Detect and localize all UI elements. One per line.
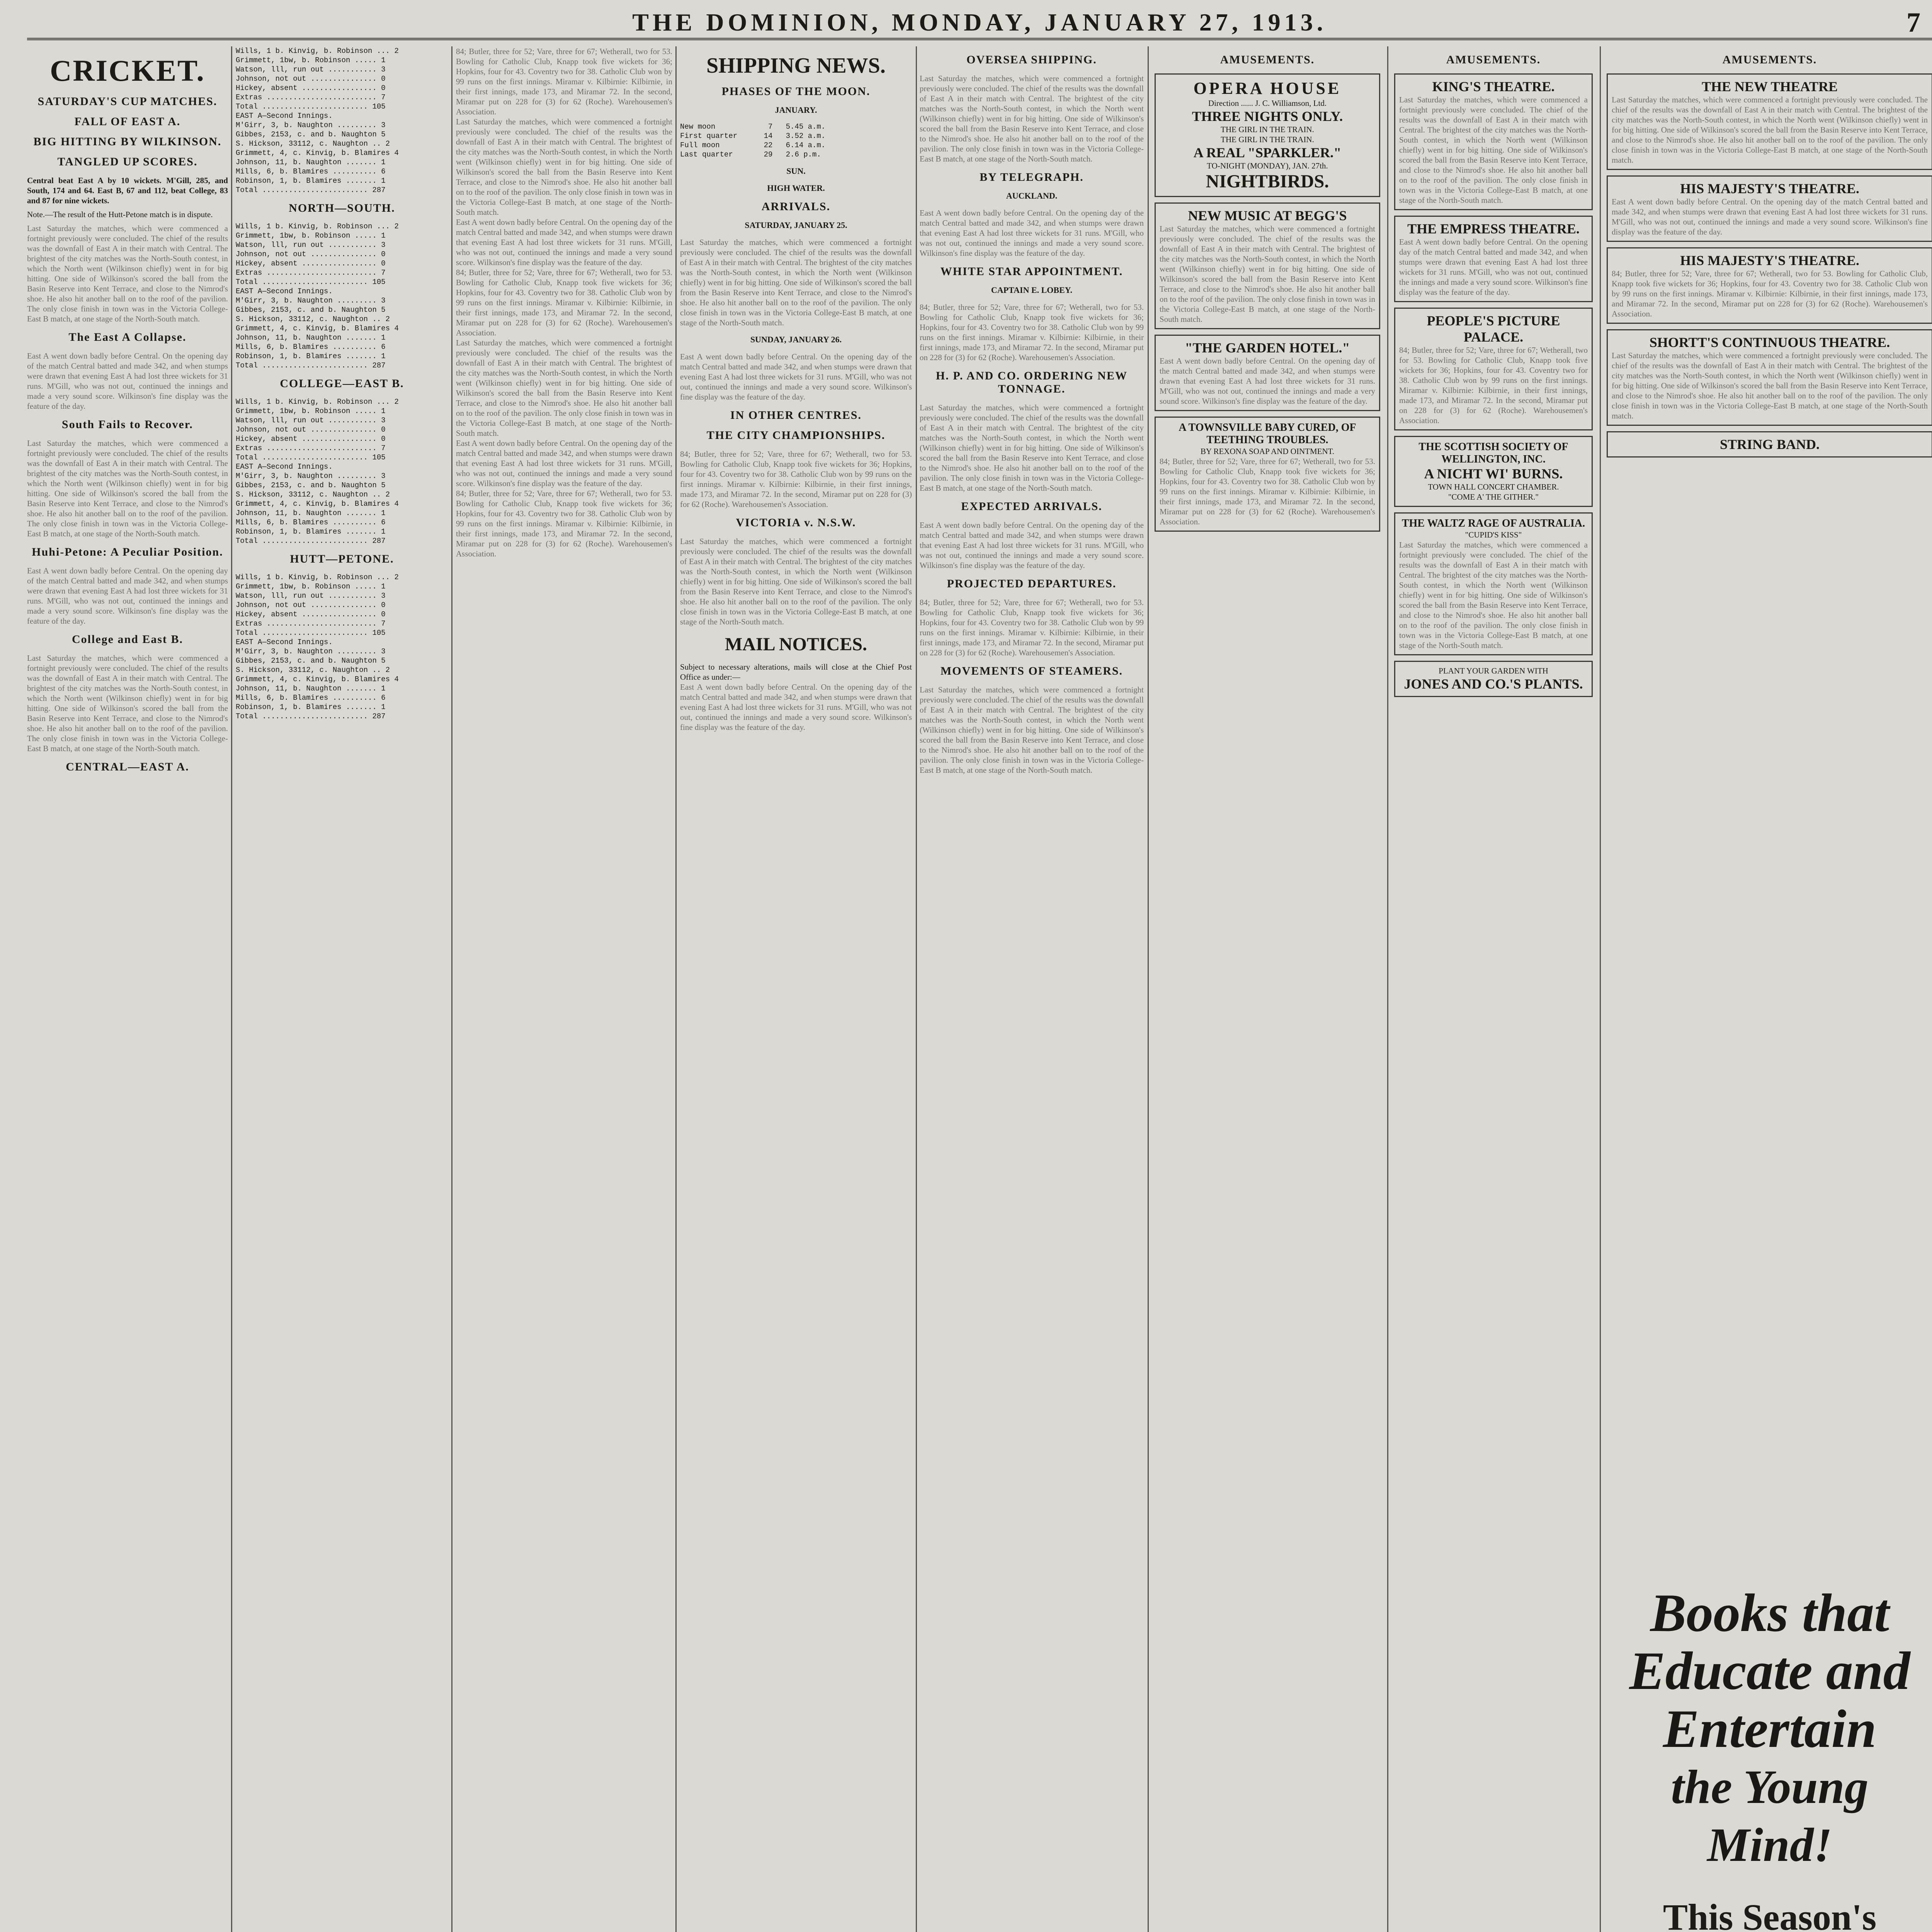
shipping-headline: SHIPPING NEWS.	[706, 54, 886, 78]
victoria-body: Last Saturday the matches, which were commenced a fortnight previously were concluded. The chief of the results was the downfall of East A in their match with Central. The brightest of the city matches was the North-South contest, in which the North went (Wilkinson chiefly) went in for big hitting. One side of Wilkinson's scored the ball from the Basin Reserve into Kent Terrace, and close to the Nimrod's shoe. He also hit another ball on to the roof of the pavilion. The only close finish in town was in the Victoria College-East B match, at one stage of the North-South match.	[680, 537, 912, 626]
score-line: Extras ......................... 7	[236, 269, 386, 277]
score-line: Gibbes, 2153, c. and b. Naughton 5	[236, 130, 386, 139]
cricket-continued: East A went down badly before Central. On the opening day of the match Central batted and made 342, and when stumps were drawn that evening East A had lost three wickets for 31 runs. M'Gill, who was not out, continued the innings and made a very sound score. Wilkinson's fine display was the feature of the day.	[456, 439, 672, 488]
score-line: Grimmett, 4, c. Kinvig, b. Blamires 4	[236, 149, 399, 157]
score-line: Watson, lll, run out ........... 3	[236, 65, 386, 74]
cricket-body: Last Saturday the matches, which were commenced a fortnight previously were concluded. The chief of the results was the downfall of East A in their match with Central. The brightest of the city matches was the North-South contest, in which the North went (Wilkinson chiefly) went in for big hitting. One side of Wilkinson's scored the ball from the Basin Reserve into Kent Terrace, and close to the Nimrod's shoe. He also hit another ball on to the roof of the pavilion. The only close finish in town was in the Victoria College-East B match, at one stage of the North-South match.	[27, 653, 228, 753]
amusements-heading: AMUSEMENTS.	[1446, 53, 1541, 66]
oversea-body: 84; Butler, three for 52; Vare, three for 67; Wetherall, two for 53. Bowling for Catholic Club, Knapp took five wickets for 36; Hopkins, four for 43. Coventry two for 38. Catholic Club won by 99 runs on the first innings. Miramar v. Kilbirnie: Kilbirnie, in their first innings, made 173, and Miramar 72. In the second, Miramar put on 228 for (3) for 62 (Roche). Warehousemen's Association.	[920, 303, 1144, 362]
score-line: Robinson, 1, b. Blamires ....... 1	[236, 352, 386, 361]
column-rule	[1600, 46, 1601, 1932]
score-line: Johnson, 11, b. Naughton ....... 1	[236, 509, 386, 517]
score-line: Johnson, 11, b. Naughton ....... 1	[236, 158, 386, 167]
new-theatre-body: Last Saturday the matches, which were commenced a fortnight previously were concluded. The chief of the results was the downfall of East A in their match with Central. The brightest of the city matches was the North-South contest, in which the North went (Wilkinson chiefly) went in for big hitting. One side of Wilkinson's scored the ball from the Basin Reserve into Kent Terrace, and close to the Nimrod's shoe. He also hit another ball on to the roof of the pavilion. The only close finish in town was in the Victoria College-East B match, at one stage of the North-South match.	[1612, 95, 1928, 165]
score-line: Hickey, absent ................. 0	[236, 84, 386, 92]
cricket-note: Note.—The result of the Hutt-Petone match is in dispute.	[27, 210, 213, 219]
cricket-continued: 84; Butler, three for 52; Vare, three for 67; Wetherall, two for 53. Bowling for Catholic Club, Knapp took five wickets for 36; Hopkins, four for 43. Coventry two for 38. Catholic Club won by 99 runs on the first innings. Miramar v. Kilbirnie: Kilbirnie, in their first innings, made 173, and Miramar 72. In the second, Miramar put on 228 for (3) for 62 (Roche). Warehousemen's Association.	[456, 268, 672, 337]
cricket-subhead: BIG HITTING BY WILKINSON.	[33, 135, 222, 148]
score-line: Total ........................ 105	[236, 629, 386, 637]
scores-list	[236, 222, 448, 370]
come-all: "COME A' THE GITHER."	[1448, 492, 1539, 502]
waltz-ad	[1394, 512, 1593, 655]
score-line: EAST A—Second Innings.	[236, 463, 333, 471]
score-line: Hickey, absent ................. 0	[236, 610, 386, 619]
score-line: Gibbes, 2153, c. and b. Naughton 5	[236, 481, 386, 490]
promo-title-line: Books that	[1650, 1583, 1889, 1643]
score-line: Watson, lll, run out ........... 3	[236, 592, 386, 600]
amusements-heading: AMUSEMENTS.	[1722, 53, 1817, 66]
score-line: Total ........................ 287	[236, 537, 386, 545]
begg-ad	[1155, 202, 1380, 329]
cricket-subhead: College and East B.	[71, 633, 184, 646]
empress-body: East A went down badly before Central. On the opening day of the match Central batted and made 342, and when stumps were drawn that evening East A had lost three wickets for 31 runs. M'Gill, who was not out, continued the innings and made a very sound score. Wilkinson's fine display was the feature of the day.	[1399, 237, 1588, 297]
masthead	[27, 7, 1932, 40]
score-line: EAST A—Second Innings.	[236, 287, 333, 296]
column-scores	[236, 46, 448, 1932]
plant-line: PLANT YOUR GARDEN WITH	[1439, 666, 1548, 675]
scores-list	[236, 46, 448, 195]
garden-body: East A went down badly before Central. On the opening day of the match Central batted and made 342, and when stumps were drawn that evening East A had lost three wickets for 31 runs. M'Gill, who was not out, continued the innings and made a very sound score. Wilkinson's fine display was the feature of the day.	[1160, 356, 1375, 406]
moon-heading: PHASES OF THE MOON.	[721, 85, 871, 98]
cricket-body: Last Saturday the matches, which were commenced a fortnight previously were concluded. The chief of the results was the downfall of East A in their match with Central. The brightest of the city matches was the North-South contest, in which the North went (Wilkinson chiefly) went in for big hitting. One side of Wilkinson's scored the ball from the Basin Reserve into Kent Terrace, and close to the Nimrod's shoe. He also hit another ball on to the roof of the pavilion. The only close finish in town was in the Victoria College-East B match, at one stage of the North-South match.	[27, 224, 228, 323]
opera-three-nights: THREE NIGHTS ONLY.	[1192, 109, 1343, 124]
score-line: Gibbes, 2153, c. and b. Naughton 5	[236, 306, 386, 314]
shortts-body: Last Saturday the matches, which were commenced a fortnight previously were concluded. The chief of the results was the downfall of East A in their match with Central. The brightest of the city matches was the North-South contest, in which the North went (Wilkinson chiefly) went in for big hitting. One side of Wilkinson's scored the ball from the Basin Reserve into Kent Terrace, and close to the Nimrod's shoe. He also hit another ball on to the roof of the pavilion. The only close finish in town was in the Victoria College-East B match, at one stage of the North-South match.	[1612, 351, 1928, 420]
column-rule	[675, 46, 677, 1932]
score-line: Robinson, 1, b. Blamires ....... 1	[236, 527, 386, 536]
score-line: Extras ......................... 7	[236, 93, 386, 102]
moon-row: Full moon 22 6.14 a.m.	[680, 141, 826, 150]
score-line: Johnson, not out ............... 0	[236, 425, 386, 434]
burns-title: A NICHT WI' BURNS.	[1424, 466, 1563, 481]
score-line: Johnson, not out ............... 0	[236, 601, 386, 609]
score-line: Johnson, 11, b. Naughton ....... 1	[236, 684, 386, 693]
score-line: Mills, 6, b. Blamires .......... 6	[236, 167, 386, 176]
score-line: S. Hickson, 33112, c. Naughton .. 2	[236, 315, 390, 323]
cricket-subhead: TANGLED UP SCORES.	[57, 155, 198, 168]
new-theatre-title: THE NEW THEATRE	[1701, 79, 1838, 94]
opera-house-ad	[1155, 73, 1380, 197]
oversea-body: Last Saturday the matches, which were commenced a fortnight previously were concluded. The chief of the results was the downfall of East A in their match with Central. The brightest of the city matches was the North-South contest, in which the North went (Wilkinson chiefly) went in for big hitting. One side of Wilkinson's scored the ball from the Basin Reserve into Kent Terrace, and close to the Nimrod's shoe. He also hit another ball on to the roof of the pavilion. The only close finish in town was in the Victoria College-East B match, at one stage of the North-South match.	[920, 685, 1144, 775]
opera-girl: THE GIRL IN THE TRAIN.	[1221, 135, 1314, 144]
high-water-heading: HIGH WATER.	[767, 183, 825, 193]
kings-title: KING'S THEATRE.	[1432, 79, 1555, 94]
masthead-title: THE DOMINION, MONDAY, JANUARY 27, 1913.	[632, 9, 1327, 36]
empress-title: THE EMPRESS THEATRE.	[1407, 221, 1580, 236]
expected-heading: EXPECTED ARRIVALS.	[961, 500, 1102, 513]
shortts-title: SHORTT'S CONTINUOUS THEATRE.	[1649, 335, 1890, 350]
oversea-heading: OVERSEA SHIPPING.	[966, 53, 1097, 66]
arrivals-heading: ARRIVALS.	[761, 200, 831, 213]
his-majesty-title: HIS MAJESTY'S THEATRE.	[1680, 181, 1859, 196]
scores-heading: HUTT—PETONE.	[290, 553, 394, 565]
score-line: Grimmett, 1bw, b. Robinson ..... 1	[236, 582, 386, 591]
score-line: Johnson, 11, b. Naughton ....... 1	[236, 333, 386, 342]
score-line: Hickey, absent ................. 0	[236, 259, 386, 268]
waltz-body: Last Saturday the matches, which were commenced a fortnight previously were concluded. The chief of the results was the downfall of East A in their match with Central. The brightest of the city matches was the North-South contest, in which the North went (Wilkinson chiefly) went in for big hitting. One side of Wilkinson's scored the ball from the Basin Reserve into Kent Terrace, and close to the Nimrod's shoe. He also hit another ball on to the roof of the pavilion. The only close finish in town was in the Victoria College-East B match, at one stage of the North-South match.	[1399, 540, 1588, 650]
column-amusements-2	[1391, 46, 1596, 1932]
moon-row: New moon 7 5.45 a.m.	[680, 122, 826, 131]
his-majesty-title: HIS MAJESTY'S THEATRE.	[1680, 253, 1859, 268]
moon-month: JANUARY.	[775, 105, 817, 115]
score-line: Grimmett, 1bw, b. Robinson ..... 1	[236, 407, 386, 415]
score-line: Johnson, not out ............... 0	[236, 75, 386, 83]
score-line: Mills, 6, b. Blamires .......... 6	[236, 694, 386, 702]
arrivals-body: Last Saturday the matches, which were commenced a fortnight previously were concluded. The chief of the results was the downfall of East A in their match with Central. The brightest of the city matches was the North-South contest, in which the North went (Wilkinson chiefly) went in for big hitting. One side of Wilkinson's scored the ball from the Basin Reserve into Kent Terrace, and close to the Nimrod's shoe. He also hit another ball on to the roof of the pavilion. The only close finish in town was in the Victoria College-East B match, at one stage of the North-South match.	[680, 238, 912, 327]
score-line: Watson, lll, run out ........... 3	[236, 416, 386, 425]
moon-table	[680, 122, 912, 159]
column-rule	[1387, 46, 1388, 1932]
kings-ad	[1394, 73, 1593, 210]
score-line: Watson, lll, run out ........... 3	[236, 241, 386, 249]
rexona-body: 84; Butler, three for 52; Vare, three for 67; Wetherall, two for 53. Bowling for Catholic Club, Knapp took five wickets for 36; Hopkins, four for 43. Coventry two for 38. Catholic Club won by 99 runs on the first innings. Miramar v. Kilbirnie: Kilbirnie, in their first innings, made 173, and Miramar 72. In the second, Miramar put on 228 for (3) for 62 (Roche). Warehousemen's Association.	[1160, 457, 1375, 526]
column-amusements-1	[1151, 46, 1383, 1932]
cricket-continued: 84; Butler, three for 52; Vare, three for 67; Wetherall, two for 53. Bowling for Catholic Club, Knapp took five wickets for 36; Hopkins, four for 43. Coventry two for 38. Catholic Club won by 99 runs on the first innings. Miramar v. Kilbirnie: Kilbirnie, in their first innings, made 173, and Miramar 72. In the second, Miramar put on 228 for (3) for 62 (Roche). Warehousemen's Association.	[456, 47, 672, 116]
score-line: Grimmett, 1bw, b. Robinson ..... 1	[236, 56, 386, 65]
scottish-ad	[1394, 436, 1593, 507]
score-line: Robinson, 1, b. Blamires ....... 1	[236, 177, 386, 185]
city-champ-body: 84; Butler, three for 52; Vare, three for 67; Wetherall, two for 53. Bowling for Catholic Club, Knapp took five wickets for 36; Hopkins, four for 43. Coventry two for 38. Catholic Club won by 99 runs on the first innings. Miramar v. Kilbirnie: Kilbirnie, in their first innings, made 173, and Miramar 72. In the second, Miramar put on 228 for (3) for 62 (Roche). Warehousemen's Association.	[680, 449, 912, 509]
city-champ-heading: THE CITY CHAMPIONSHIPS.	[706, 429, 886, 442]
score-line: S. Hickson, 33112, c. Naughton .. 2	[236, 490, 390, 499]
score-line: Total ........................ 287	[236, 186, 386, 194]
score-line: Wills, 1 b. Kinvig, b. Robinson ... 2	[236, 573, 399, 582]
peoples-title: PEOPLE'S PICTURE PALACE.	[1427, 313, 1560, 345]
cricket-continued: Last Saturday the matches, which were commenced a fortnight previously were concluded. The chief of the results was the downfall of East A in their match with Central. The brightest of the city matches was the North-South contest, in which the North went (Wilkinson chiefly) went in for big hitting. One side of Wilkinson's scored the ball from the Basin Reserve into Kent Terrace, and close to the Nimrod's shoe. He also hit another ball on to the roof of the pavilion. The only close finish in town was in the Victoria College-East B match, at one stage of the North-South match.	[456, 117, 672, 217]
score-line: Grimmett, 4, c. Kinvig, b. Blamires 4	[236, 324, 399, 333]
score-line: S. Hickson, 33112, c. Naughton .. 2	[236, 666, 390, 674]
his-majesty-body: 84; Butler, three for 52; Vare, three for 67; Wetherall, two for 53. Bowling for Catholic Club, Knapp took five wickets for 36; Hopkins, four for 43. Coventry two for 38. Catholic Club won by 99 runs on the first innings. Miramar v. Kilbirnie: Kilbirnie, in their first innings, made 173, and Miramar 72. In the second, Miramar put on 228 for (3) for 62 (Roche). Warehousemen's Association.	[1612, 269, 1928, 318]
scores-list	[236, 397, 448, 546]
reward-title-line: This Season's	[1663, 1896, 1877, 1932]
oversea-body: East A went down badly before Central. On the opening day of the match Central batted and made 342, and when stumps were drawn that evening East A had lost three wickets for 31 runs. M'Gill, who was not out, continued the innings and made a very sound score. Wilkinson's fine display was the feature of the day.	[920, 520, 1144, 570]
cricket-continued: East A went down badly before Central. On the opening day of the match Central batted and made 342, and when stumps were drawn that evening East A had lost three wickets for 31 runs. M'Gill, who was not out, continued the innings and made a very sound score. Wilkinson's fine display was the feature of the day.	[456, 218, 672, 267]
score-line: Wills, 1 b. Kinvig, b. Robinson ... 2	[236, 222, 399, 231]
string-band-title: STRING BAND.	[1719, 437, 1820, 452]
score-line: EAST A—Second Innings.	[236, 638, 333, 646]
cricket-continued: 84; Butler, three for 52; Vare, three for 67; Wetherall, two for 53. Bowling for Catholic Club, Knapp took five wickets for 36; Hopkins, four for 43. Coventry two for 38. Catholic Club won by 99 runs on the first innings. Miramar v. Kilbirnie: Kilbirnie, in their first innings, made 173, and Miramar 72. In the second, Miramar put on 228 for (3) for 62 (Roche). Warehousemen's Association.	[456, 489, 672, 558]
oversea-body: 84; Butler, three for 52; Vare, three for 67; Wetherall, two for 53. Bowling for Catholic Club, Knapp took five wickets for 36; Hopkins, four for 43. Coventry two for 38. Catholic Club won by 99 runs on the first innings. Miramar v. Kilbirnie: Kilbirnie, in their first innings, made 173, and Miramar 72. In the second, Miramar put on 228 for (3) for 62 (Roche). Warehousemen's Association.	[920, 598, 1144, 657]
peoples-body: 84; Butler, three for 52; Vare, three for 67; Wetherall, two for 53. Bowling for Catholic Club, Knapp took five wickets for 36; Hopkins, four for 43. Coventry two for 38. Catholic Club won by 99 runs on the first innings. Miramar v. Kilbirnie: Kilbirnie, in their first innings, made 173, and Miramar 72. In the second, Miramar put on 228 for (3) for 62 (Roche). Warehousemen's Association.	[1399, 345, 1588, 425]
cricket-subhead: The East A Collapse.	[68, 331, 187, 344]
telegraph-heading: BY TELEGRAPH.	[980, 171, 1084, 184]
mail-heading: MAIL NOTICES.	[724, 634, 867, 655]
his-majesty-body: East A went down badly before Central. On the opening day of the match Central batted and made 342, and when stumps were drawn that evening East A had lost three wickets for 31 runs. M'Gill, who was not out, continued the innings and made a very sound score. Wilkinson's fine display was the feature of the day.	[1612, 197, 1928, 236]
score-line: Johnson, not out ............... 0	[236, 250, 386, 259]
cricket-subhead: CENTRAL—EAST A.	[66, 760, 189, 773]
peoples-ad	[1394, 308, 1593, 430]
promo-title-line: the Young Mind!	[1671, 1760, 1869, 1871]
column-rule	[916, 46, 917, 1932]
cricket-subhead: FALL OF EAST A.	[74, 115, 181, 128]
opera-sparkler: A REAL "SPARKLER."	[1193, 145, 1342, 160]
mail-body: East A went down badly before Central. On the opening day of the match Central batted and made 342, and when stumps were drawn that evening East A had lost three wickets for 31 runs. M'Gill, who was not out, continued the innings and made a very sound score. Wilkinson's fine display was the feature of the day.	[680, 682, 912, 732]
score-line: Total ........................ 105	[236, 102, 386, 111]
score-line: Total ........................ 287	[236, 361, 386, 370]
column-amusements-3	[1604, 46, 1932, 1573]
score-line: Wills, 1 b. Kinvig, b. Robinson ... 2	[236, 398, 399, 406]
cupids-kiss: "CUPID'S KISS"	[1465, 530, 1522, 539]
score-line: EAST A—Second Innings.	[236, 112, 333, 120]
score-line: Extras ......................... 7	[236, 619, 386, 628]
amusements-heading: AMUSEMENTS.	[1220, 53, 1315, 66]
score-line: M'Girr, 3, b. Naughton ......... 3	[236, 296, 386, 305]
oversea-body: Last Saturday the matches, which were commenced a fortnight previously were concluded. The chief of the results was the downfall of East A in their match with Central. The brightest of the city matches was the North-South contest, in which the North went (Wilkinson chiefly) went in for big hitting. One side of Wilkinson's scored the ball from the Basin Reserve into Kent Terrace, and close to the Nimrod's shoe. He also hit another ball on to the roof of the pavilion. The only close finish in town was in the Victoria College-East B match, at one stage of the North-South match.	[920, 403, 1144, 493]
shortts-ad	[1607, 329, 1932, 426]
column-cricket	[27, 46, 228, 1932]
moon-row: Last quarter 29 2.6 p.m.	[680, 150, 821, 159]
projected-heading: PROJECTED DEPARTURES.	[947, 577, 1117, 590]
column-rule	[451, 46, 452, 1932]
score-line: Total ........................ 287	[236, 712, 386, 721]
waltz-title: THE WALTZ RAGE OF AUSTRALIA.	[1401, 517, 1585, 529]
score-line: M'Girr, 3, b. Naughton ......... 3	[236, 472, 386, 480]
opera-girl: THE GIRL IN THE TRAIN.	[1221, 125, 1314, 134]
column-shipping	[680, 46, 912, 1932]
scores-list	[236, 573, 448, 721]
promo-title-line: Entertain	[1663, 1699, 1877, 1759]
empress-ad	[1394, 216, 1593, 302]
mail-body: Subject to necessary alterations, mails will close at the Chief Post Office as under:—	[680, 662, 912, 682]
score-line: Mills, 6, b. Blamires .......... 6	[236, 343, 386, 351]
rexona-title: A TOWNSVILLE BABY CURED, OF TEETHING TROUBLES.	[1179, 422, 1356, 446]
opera-director: Direction ...... J. C. Williamson, Ltd.	[1208, 99, 1327, 108]
cricket-continued: Last Saturday the matches, which were commenced a fortnight previously were concluded. The chief of the results was the downfall of East A in their match with Central. The brightest of the city matches was the North-South contest, in which the North went (Wilkinson chiefly) went in for big hitting. One side of Wilkinson's scored the ball from the Basin Reserve into Kent Terrace, and close to the Nimrod's shoe. He also hit another ball on to the roof of the pavilion. The only close finish in town was in the Victoria College-East B match, at one stage of the North-South match.	[456, 338, 672, 438]
opera-nightbirds: NIGHTBIRDS.	[1206, 171, 1329, 192]
jones-ad	[1394, 661, 1593, 697]
opera-title: OPERA HOUSE	[1193, 79, 1342, 98]
arrivals-date: SATURDAY, JANUARY 25.	[745, 220, 847, 230]
score-line: M'Girr, 3, b. Naughton ......... 3	[236, 121, 386, 129]
score-line: Hickey, absent ................. 0	[236, 435, 386, 443]
cricket-subhead: SATURDAY'S CUP MATCHES.	[37, 95, 218, 108]
sun-heading: SUN.	[786, 166, 806, 176]
rexona-sub: BY REXONA SOAP AND OINTMENT.	[1200, 447, 1335, 456]
promo-title-line: Educate and	[1629, 1641, 1910, 1701]
score-line: Robinson, 1, b. Blamires ....... 1	[236, 703, 386, 711]
oversea-body: East A went down badly before Central. On the opening day of the match Central batted and made 342, and when stumps were drawn that evening East A had lost three wickets for 31 runs. M'Gill, who was not out, continued the innings and made a very sound score. Wilkinson's fine display was the feature of the day.	[920, 208, 1144, 258]
page-number: 7	[1906, 7, 1924, 38]
his-majesty-ad-2	[1607, 247, 1932, 324]
his-majesty-ad	[1607, 175, 1932, 242]
cricket-body: Last Saturday the matches, which were commenced a fortnight previously were concluded. The chief of the results was the downfall of East A in their match with Central. The brightest of the city matches was the North-South contest, in which the North went (Wilkinson chiefly) went in for big hitting. One side of Wilkinson's scored the ball from the Basin Reserve into Kent Terrace, and close to the Nimrod's shoe. He also hit another ball on to the roof of the pavilion. The only close finish in town was in the Victoria College-East B match, at one stage of the North-South match.	[27, 439, 228, 538]
other-centres-heading: IN OTHER CENTRES.	[730, 409, 862, 422]
begg-title: NEW MUSIC AT BEGG'S	[1188, 208, 1347, 223]
column-oversea	[920, 46, 1144, 1932]
score-line: Gibbes, 2153, c. and b. Naughton 5	[236, 656, 386, 665]
scores-heading: COLLEGE—EAST B.	[280, 377, 404, 390]
jones-title: JONES AND CO.'S PLANTS.	[1404, 676, 1583, 692]
rexona-ad	[1155, 417, 1380, 532]
cricket-summary: Central beat East A by 10 wickets. M'Gill, 285, and South, 174 and 64. East B, 67 and 112, beat College, 83 and 87 for nine wickets.	[27, 176, 228, 205]
cricket-body: East A went down badly before Central. On the opening day of the match Central batted and made 342, and when stumps were drawn that evening East A had lost three wickets for 31 runs. M'Gill, who was not out, continued the innings and made a very sound score. Wilkinson's fine display was the feature of the day.	[27, 566, 228, 626]
auckland-heading: AUCKLAND.	[1006, 191, 1058, 201]
scores-heading: NORTH—SOUTH.	[289, 202, 395, 214]
victoria-heading: VICTORIA v. N.S.W.	[736, 516, 856, 529]
moon-row: First quarter 14 3.52 a.m.	[680, 132, 826, 140]
score-line: Grimmett, 4, c. Kinvig, b. Blamires 4	[236, 500, 399, 508]
scottish-title: THE SCOTTISH SOCIETY OF WELLINGTON, INC.	[1418, 441, 1568, 465]
town-hall: TOWN HALL CONCERT CHAMBER.	[1428, 482, 1559, 492]
garden-title: "THE GARDEN HOTEL."	[1185, 340, 1350, 355]
garden-hotel-ad	[1155, 335, 1380, 411]
captain-heading: CAPTAIN E. LOBEY.	[991, 285, 1073, 295]
score-line: S. Hickson, 33112, c. Naughton .. 2	[236, 139, 390, 148]
cricket-subhead: Huhi-Petone: A Peculiar Position.	[32, 546, 223, 558]
cricket-body: East A went down badly before Central. On the opening day of the match Central batted and made 342, and when stumps were drawn that evening East A had lost three wickets for 31 runs. M'Gill, who was not out, continued the innings and made a very sound score. Wilkinson's fine display was the feature of the day.	[27, 351, 228, 411]
column-rule	[1148, 46, 1149, 1932]
score-line: Total ........................ 105	[236, 278, 386, 286]
cricket-headline: CRICKET.	[50, 54, 205, 87]
column-cricket-cont	[456, 46, 672, 1932]
oversea-body: Last Saturday the matches, which were commenced a fortnight previously were concluded. The chief of the results was the downfall of East A in their match with Central. The brightest of the city matches was the North-South contest, in which the North went (Wilkinson chiefly) went in for big hitting. One side of Wilkinson's scored the ball from the Basin Reserve into Kent Terrace, and close to the Nimrod's shoe. He also hit another ball on to the roof of the pavilion. The only close finish in town was in the Victoria College-East B match, at one stage of the North-South match.	[920, 74, 1144, 163]
column-rule	[231, 46, 232, 1932]
cricket-subhead: South Fails to Recover.	[62, 418, 193, 431]
new-theatre-ad	[1607, 73, 1932, 170]
movements-heading: MOVEMENTS OF STEAMERS.	[940, 665, 1123, 677]
kings-body: Last Saturday the matches, which were commenced a fortnight previously were concluded. The chief of the results was the downfall of East A in their match with Central. The brightest of the city matches was the North-South contest, in which the North went (Wilkinson chiefly) went in for big hitting. One side of Wilkinson's scored the ball from the Basin Reserve into Kent Terrace, and close to the Nimrod's shoe. He also hit another ball on to the roof of the pavilion. The only close finish in town was in the Victoria College-East B match, at one stage of the North-South match.	[1399, 95, 1588, 205]
string-band-ad	[1607, 431, 1932, 457]
score-line: Extras ......................... 7	[236, 444, 386, 452]
arrivals-date: SUNDAY, JANUARY 26.	[750, 335, 842, 344]
score-line: Grimmett, 1bw, b. Robinson ..... 1	[236, 231, 386, 240]
score-line: Wills, 1 b. Kinvig, b. Robinson ... 2	[236, 47, 399, 55]
opera-tonight: TO-NIGHT (MONDAY), JAN. 27th.	[1207, 161, 1328, 170]
score-line: Mills, 6, b. Blamires .......... 6	[236, 518, 386, 527]
white-star-heading: WHITE STAR APPOINTMENT.	[940, 265, 1123, 278]
score-line: Grimmett, 4, c. Kinvig, b. Blamires 4	[236, 675, 399, 684]
whitcombes-ad	[1604, 1584, 1932, 1932]
score-line: M'Girr, 3, b. Naughton ......... 3	[236, 647, 386, 656]
begg-body: Last Saturday the matches, which were commenced a fortnight previously were concluded. The chief of the results was the downfall of East A in their match with Central. The brightest of the city matches was the North-South contest, in which the North went (Wilkinson chiefly) went in for big hitting. One side of Wilkinson's scored the ball from the Basin Reserve into Kent Terrace, and close to the Nimrod's shoe. He also hit another ball on to the roof of the pavilion. The only close finish in town was in the Victoria College-East B match, at one stage of the North-South match.	[1160, 224, 1375, 324]
orp-heading: H. P. AND CO. ORDERING NEW TONNAGE.	[936, 369, 1128, 395]
arrivals-body: East A went down badly before Central. On the opening day of the match Central batted and made 342, and when stumps were drawn that evening East A had lost three wickets for 31 runs. M'Gill, who was not out, continued the innings and made a very sound score. Wilkinson's fine display was the feature of the day.	[680, 352, 912, 401]
score-line: Total ........................ 105	[236, 453, 386, 462]
